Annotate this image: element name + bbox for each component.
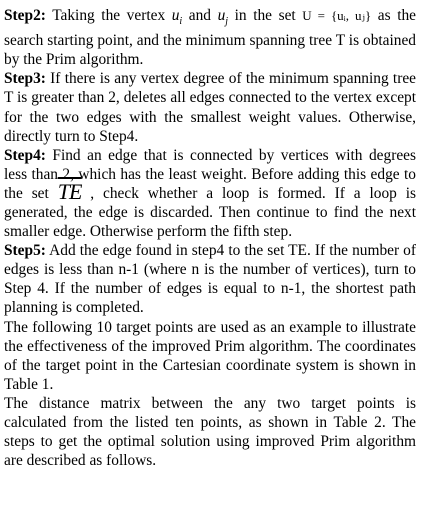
vertex-u-j: $u_j$ — [217, 7, 229, 28]
step2-text-a: Taking the vertex — [45, 7, 172, 24]
step5-label: Step5: — [4, 242, 46, 260]
step5-paragraph — [4, 241, 416, 317]
step4-paragraph — [4, 146, 416, 241]
example-paragraph: The following 10 target points are used as an example to illustrate the effectiveness of the improved Prim algorithm. The coordinates of the target point in the Cartesian coordinate system is shown in Table 1. — [4, 318, 416, 393]
step3-paragraph — [4, 69, 416, 145]
step3-text: If there is any vertex degree of the minimum spanning tree T is greater than 2, deletes all edges connected to the vertex except for the two edges with the smallest weight values. Otherwise, directly turn to Step4. — [4, 70, 416, 145]
step2-text-and: and — [182, 7, 218, 24]
te-set-symbol: $\overline{TE}$ — [57, 178, 82, 204]
step2-paragraph — [4, 6, 416, 69]
step2-text-c: as the search starting point, and the minimum spanning tree T is obtained by the Prim algorithm. — [4, 7, 416, 69]
step4-label: Step4: — [4, 146, 46, 164]
step3-label: Step3: — [4, 70, 46, 88]
distance-matrix-paragraph: The distance matrix between the any two target points is calculated from the listed ten points, as shown in Table 2. The steps to get the optimal solution using improved Prim algorithm are described as follows. — [4, 394, 416, 470]
step4-text-b: , check whether a loop is formed. If a loop is generated, the edge is discarded. Then continue to find the next smaller edge. Otherwise perform the fifth step. — [4, 184, 416, 241]
vertex-u-i: $u_i$ — [171, 7, 183, 28]
step2-label: Step2: — [4, 7, 46, 24]
set-u-expression: U = {uᵢ, uⱼ} — [302, 8, 372, 23]
step2-text-b: in the set — [228, 7, 303, 24]
step4-text-a: Find an edge that is connected by vertices with degrees less than 2, which has the least weight. Before adding this edge to the set — [4, 146, 416, 202]
step5-text: Add the edge found in step4 to the set TE. If the number of edges is less than n-1 (where n is the number of vertices), turn to Step 4. If the number of edges is equal to n-1, the shortest path planning is completed. — [4, 242, 416, 317]
